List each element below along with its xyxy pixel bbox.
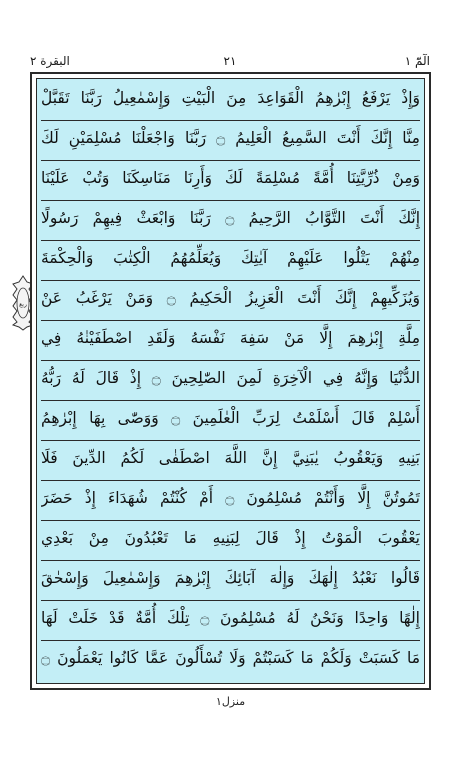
verse-line-6: وَيُزَكِّيهِمْ إِنَّكَ أَنْتَ الْعَزِيزُ الْحَكِيمُ ۝ وَمَنْ يَرْغَبُ عَنْ [41, 281, 420, 321]
verse-line-11: تَمُوتُنَّ إِلَّا وَأَنْتُمْ مُسْلِمُونَ ۝ أَمْ كُنْتُمْ شُهَدَاءَ إِذْ حَضَرَ [41, 481, 420, 521]
page-header [30, 54, 430, 72]
verse-line-10: بَنِيهِ وَيَعْقُوبُ يٰبَنِيَّ إِنَّ اللَّهَ اصْطَفٰى لَكُمُ الدِّينَ فَلَا [41, 441, 420, 481]
surah-name: البقرة ٢ [30, 54, 70, 68]
text-frame [30, 72, 431, 690]
text-panel [36, 78, 425, 684]
verse-line-1: وَإِذْ يَرْفَعُ إِبْرٰهِمُ الْقَوَاعِدَ مِنَ الْبَيْتِ وَإِسْمٰعِيلُ رَبَّنَا تَقَبَّلْ [41, 81, 420, 121]
verse-lines [37, 79, 424, 683]
margin-marker-text: ربع [19, 301, 27, 308]
verse-line-15: مَا كَسَبَتْ وَلَكُمْ مَا كَسَبْتُمْ وَلَا تُسْأَلُونَ عَمَّا كَانُوا يَعْمَلُونَ ۝ [41, 649, 420, 667]
verse-line-2: مِنَّا إِنَّكَ أَنْتَ السَّمِيعُ الْعَلِيمُ ۝ رَبَّنَا وَاجْعَلْنَا مُسْلِمَيْنِ لَكَ [41, 121, 420, 161]
verse-line-9: أَسْلِمْ قَالَ أَسْلَمْتُ لِرَبِّ الْعٰلَمِينَ ۝ وَوَصّٰى بِهَا إِبْرٰهِمُ [41, 401, 420, 441]
verse-line-12: يَعْقُوبَ الْمَوْتُ إِذْ قَالَ لِبَنِيهِ مَا تَعْبُدُونَ مِنْ بَعْدِي [41, 521, 420, 561]
verse-line-8: الدُّنْيَا وَإِنَّهُ فِي الْآخِرَةِ لَمِنَ الصّٰلِحِينَ ۝ إِذْ قَالَ لَهُ رَبُّهُ [41, 361, 420, 401]
verse-line-3: وَمِنْ ذُرِّيَّتِنَا أُمَّةً مُسْلِمَةً لَكَ وَأَرِنَا مَنَاسِكَنَا وَتُبْ عَلَيْنَا [41, 161, 420, 201]
verse-line-7: مِلَّةِ إِبْرٰهِمَ إِلَّا مَنْ سَفِهَ نَفْسَهُ وَلَقَدِ اصْطَفَيْنٰهُ فِي [41, 321, 420, 361]
verse-line-5: مِنْهُمْ يَتْلُوا عَلَيْهِمْ آيٰتِكَ وَيُعَلِّمُهُمُ الْكِتٰبَ وَالْحِكْمَةَ [41, 241, 420, 281]
page-number: ٢١ [223, 54, 237, 68]
manzil-label: منزل١ [215, 695, 246, 708]
juz-name: الٓمّٓ ١ [404, 54, 430, 68]
verse-line-14: إِلٰهًا وَاحِدًا وَنَحْنُ لَهُ مُسْلِمُونَ ۝ تِلْكَ أُمَّةٌ قَدْ خَلَتْ لَهَا [41, 601, 420, 641]
verse-line-4: إِنَّكَ أَنْتَ التَّوَّابُ الرَّحِيمُ ۝ رَبَّنَا وَابْعَثْ فِيهِمْ رَسُولًا [41, 201, 420, 241]
verse-line-13: قَالُوا نَعْبُدُ إِلٰهَكَ وَإِلٰهَ آبَائِكَ إِبْرٰهِمَ وَإِسْمٰعِيلَ وَإِسْحٰقَ [41, 561, 420, 601]
